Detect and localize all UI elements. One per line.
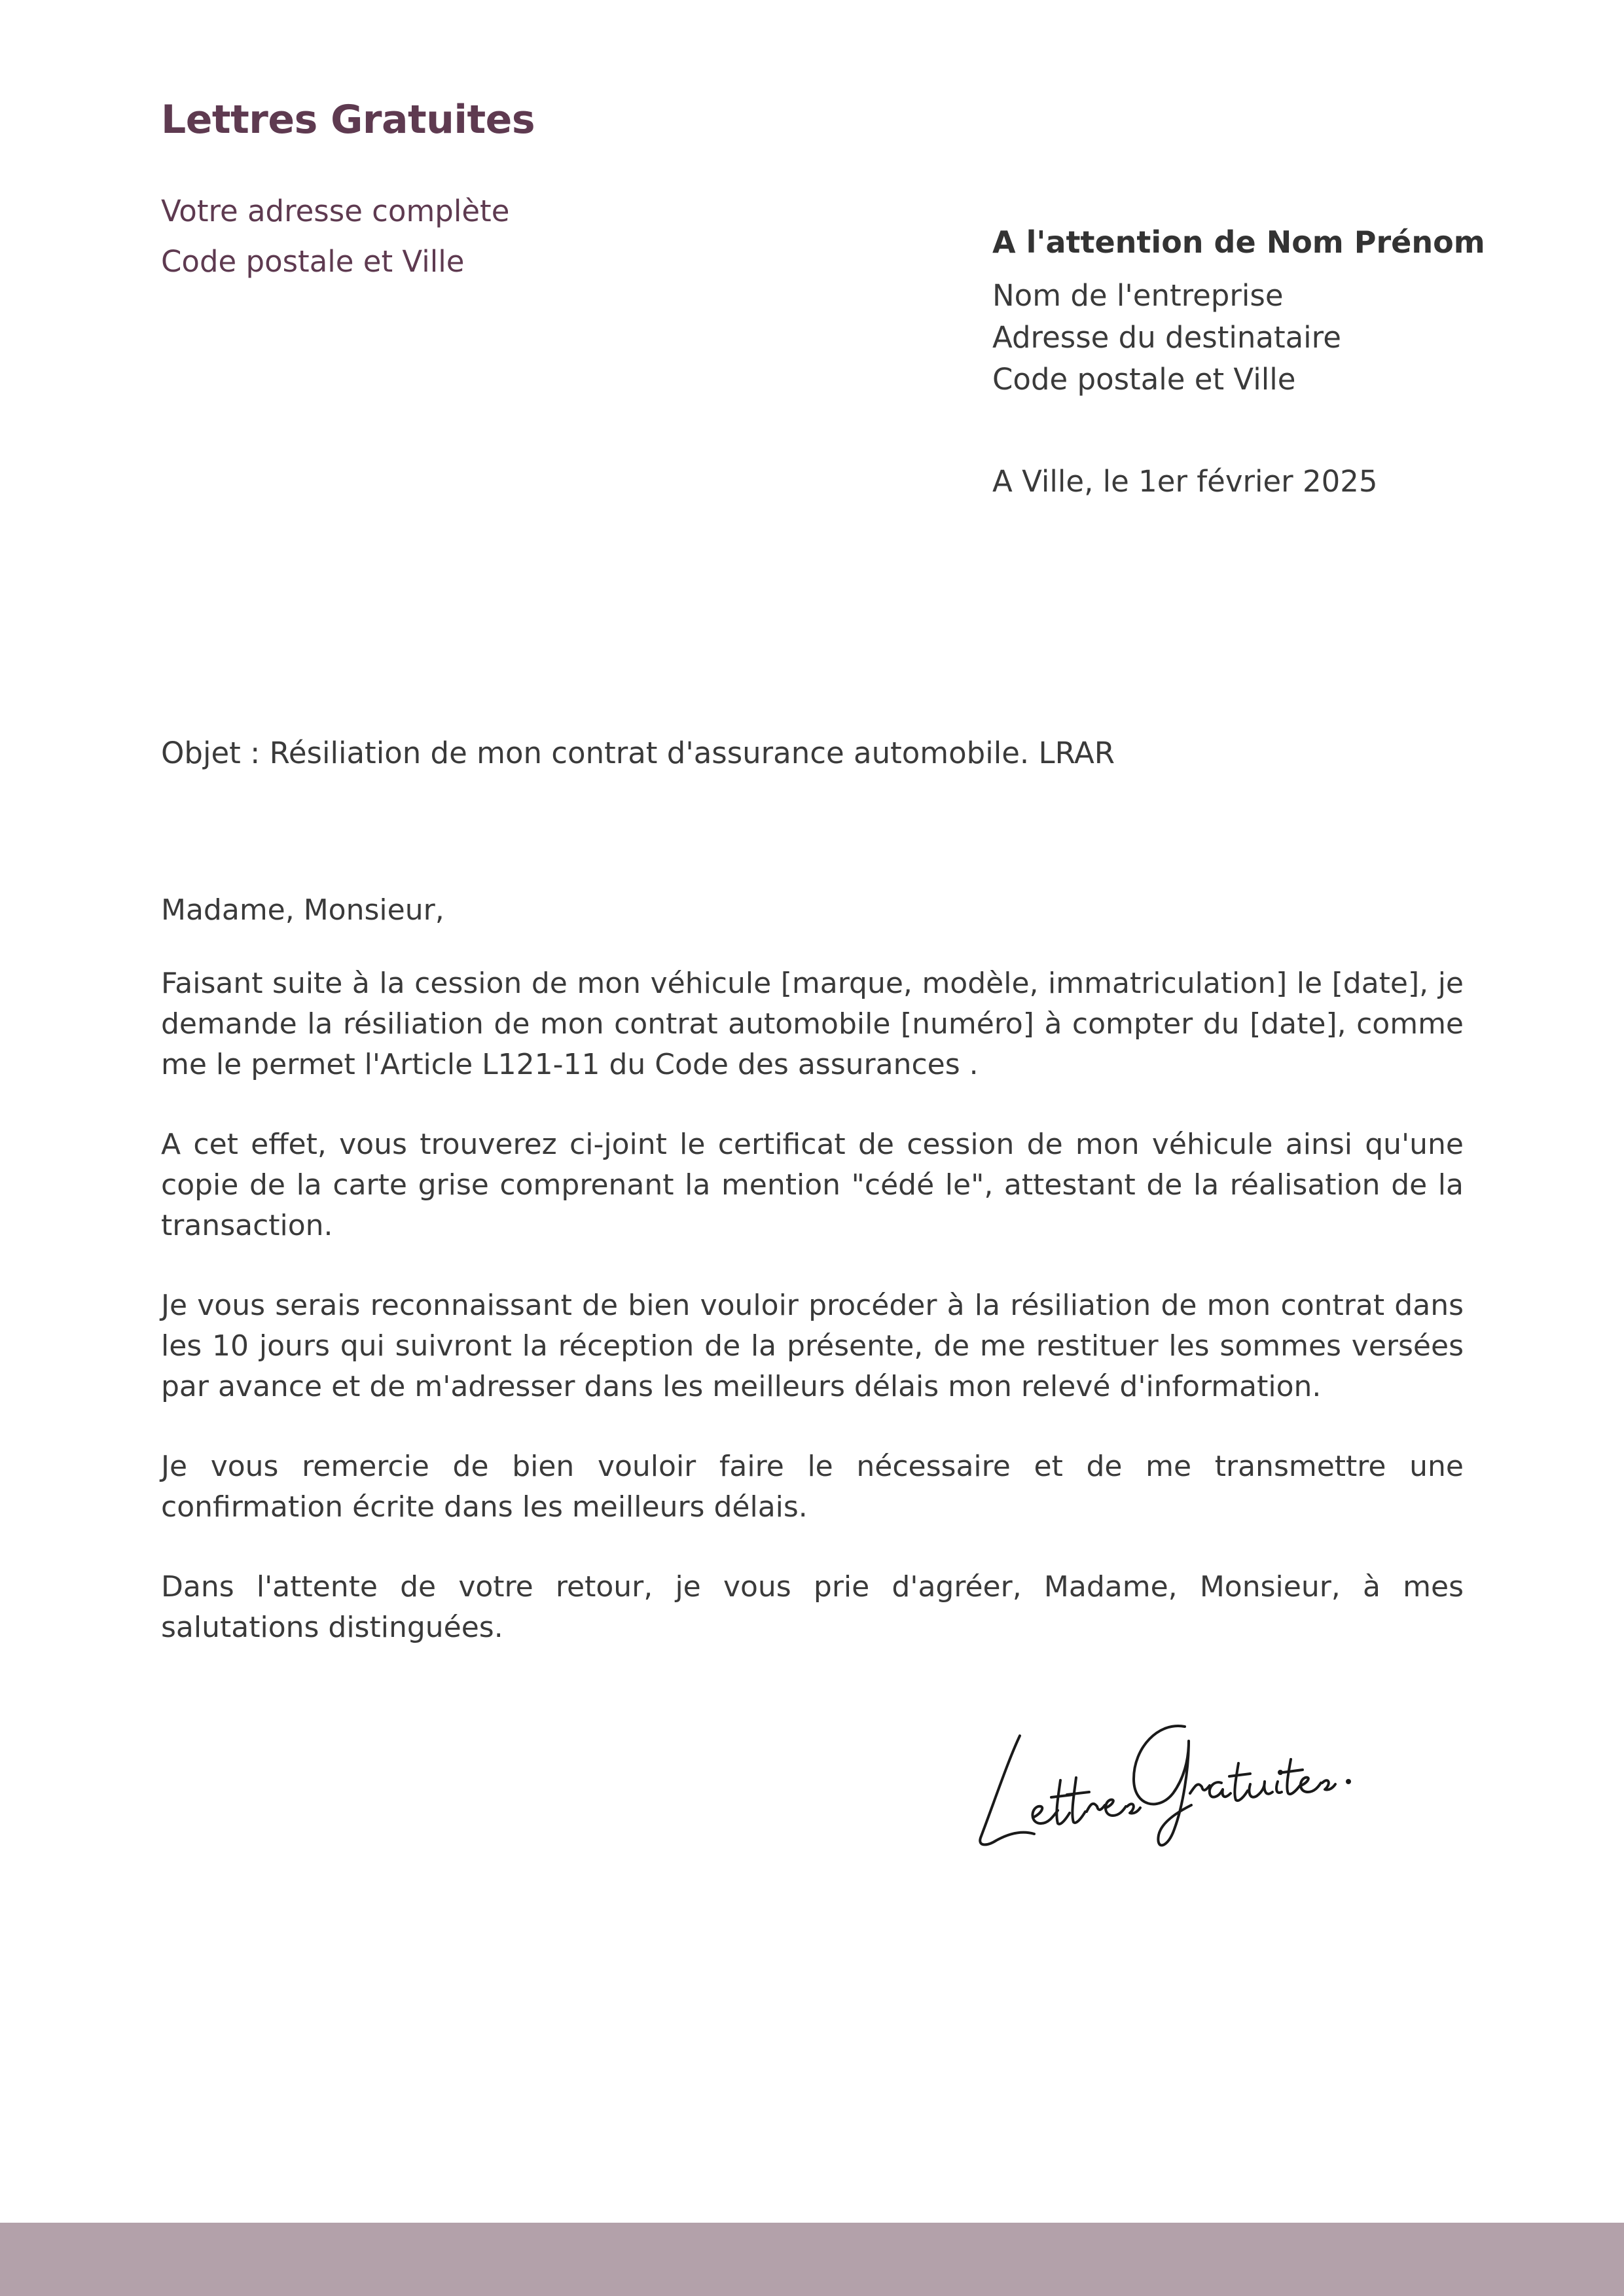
sender-address — [161, 186, 509, 287]
letter-body — [161, 890, 1464, 1687]
handwritten-signature — [962, 1695, 1355, 1865]
letter-subject: Objet : Résiliation de mon contrat d'assurance automobile. LRAR — [161, 736, 1115, 770]
recipient-company: Nom de l'entreprise — [992, 278, 1284, 313]
body-paragraph: A cet effet, vous trouverez ci-joint le certificat de cession de mon véhicule ainsi qu'une copie de la carte grise comprenant la mention "cédé le", attestant de la réalisation de la transaction. — [161, 1128, 1464, 1242]
body-paragraph: Faisant suite à la cession de mon véhicule [marque, modèle, immatriculation] le [date], je demande la résiliation de mon contrat automobile [numéro] à compter du [date], comme me le permet l'Article L121-11 du Code des assurances . — [161, 967, 1464, 1081]
salutation: Madame, Monsieur, — [161, 893, 444, 927]
signature-text: Lettres Gratuites. — [962, 1695, 968, 1696]
footer-bar — [0, 2223, 1624, 2296]
recipient-address — [992, 275, 1485, 401]
sender-name: Lettres Gratuites — [161, 97, 535, 143]
recipient-attention: A l'attention de Nom Prénom — [992, 224, 1485, 260]
body-paragraph: Je vous remercie de bien vouloir faire le nécessaire et de me transmettre une confirmation écrite dans les meilleurs délais. — [161, 1450, 1464, 1524]
letter-date: A Ville, le 1er février 2025 — [992, 464, 1378, 499]
sender-address-line: Votre adresse complète — [161, 194, 510, 228]
closing-paragraph: Dans l'attente de votre retour, je vous prie d'agréer, Madame, Monsieur, à mes salutations distinguées. — [161, 1570, 1464, 1644]
recipient-street: Adresse du destinataire — [992, 320, 1341, 355]
recipient-city: Code postale et Ville — [992, 362, 1296, 397]
recipient-block — [992, 219, 1485, 401]
body-paragraph: Je vous serais reconnaissant de bien vouloir procéder à la résiliation de mon contrat dans les 10 jours qui suivront la réception de la présente, de me restituer les sommes versées par avance et de m'adresser dans les meilleurs délais mon relevé d'information. — [161, 1289, 1464, 1403]
sender-city-line: Code postale et Ville — [161, 244, 465, 279]
